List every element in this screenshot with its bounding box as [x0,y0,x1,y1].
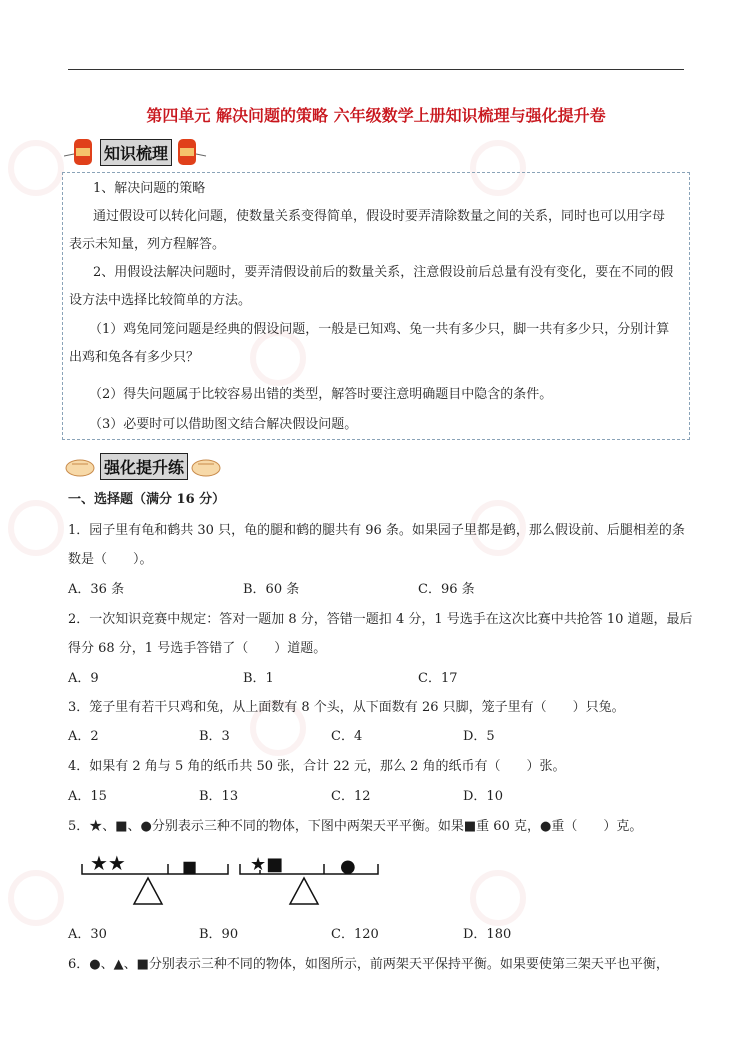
option-a: A．15 [68,789,107,804]
fulcrum-triangle [290,878,318,904]
knowledge-tag-label: 知识梳理 [100,139,172,166]
option-c: C．120 [331,927,379,942]
question-3-line-1: 3．笼子里有若干只鸡和兔，从上面数有 8 个头，从下面数有 26 只脚，笼子里有（ ）只兔。 [68,700,625,715]
lantern-left-icon [64,136,100,168]
option-a: A．9 [68,671,99,686]
question-4-line-1: 4．如果有 2 角与 5 角的纸币共 50 张，合计 22 元，那么 2 角的纸币有（ ）张。 [68,759,566,774]
balance-2-right-items: ● [340,856,356,877]
knowledge-line: （3）必要时可以借助图文结合解决假设问题。 [89,417,358,432]
lantern-right-icon [172,136,208,168]
clap-hands-left-icon [64,452,100,480]
option-b: B．60 条 [243,582,300,597]
option-b: B．90 [199,927,239,942]
knowledge-line: 1、解决问题的策略 [93,181,206,196]
knowledge-line: 出鸡和兔各有多少只？ [69,350,200,365]
balance-1 [82,851,228,904]
option-a: A．36 条 [68,582,125,597]
question-1-line-1: 1．园子里有龟和鹤共 30 只，龟的腿和鹤的腿共有 96 条。如果园子里都是鹤，那么假设前、后腿相差的条 [68,523,685,538]
knowledge-tag [64,136,208,168]
watermark-logo [470,870,526,926]
option-c: C．4 [331,729,363,744]
option-a: A．30 [68,927,107,942]
option-b: B．3 [199,729,230,744]
header-rule [68,69,684,70]
knowledge-line: （2）得失问题属于比较容易出错的类型，解答时要注意明确题目中隐含的条件。 [89,387,553,402]
knowledge-line: 表示未知量，列方程解答。 [69,237,226,252]
option-d: D．5 [463,729,495,744]
knowledge-box [62,172,690,440]
fulcrum-triangle [134,878,162,904]
question-2-line-2: 得分 68 分，1 号选手答错了（ ）道题。 [68,641,327,656]
option-b: B．13 [199,789,239,804]
watermark-logo [8,140,64,196]
clap-hands-right-icon [188,452,224,480]
option-c: C．12 [331,789,371,804]
balance-2-left-items: ★■ [250,854,284,875]
option-a: A．2 [68,729,99,744]
question-2-line-1: 2．一次知识竞赛中规定：答对一题加 8 分，答错一题扣 4 分，1 号选手在这次比赛中共抢答 10 道题，最后 [68,612,693,627]
option-c: C．17 [418,671,458,686]
section-title: 一、选择题（满分 16 分） [68,492,226,507]
balance-1-right-items: ■ [182,857,198,876]
knowledge-line: （1）鸡兔同笼问题是经典的假设问题，一般是已知鸡、兔一共有多少只，脚一共有多少只，分别计算 [89,322,670,337]
knowledge-line: 2、用假设法解决问题时，要弄清假设前后的数量关系，注意假设前后总量有没有变化，要在不同的假 [93,265,674,280]
watermark-logo [8,500,64,556]
option-d: D．180 [463,927,512,942]
practice-tag-label: 强化提升练 [100,453,188,480]
question-6-line-1: 6．●、▲、■分别表示三种不同的物体，如图所示，前两架天平保持平衡。如果要使第三架天平也平衡， [68,957,669,972]
practice-tag [64,452,224,480]
balance-diagram [78,848,398,908]
knowledge-line: 通过假设可以转化问题，使数量关系变得简单，假设时要弄清除数量之间的关系，同时也可以用字母 [93,209,666,224]
option-b: B．1 [243,671,274,686]
page-title: 第四单元 解决问题的策略 六年级数学上册知识梳理与强化提升卷 [146,106,606,125]
option-c: C．96 条 [418,582,475,597]
balance-1-left-items: ★★ [90,851,126,875]
knowledge-line: 设方法中选择比较简单的方法。 [69,293,252,308]
question-1-line-2: 数是（ ）。 [68,552,153,567]
balance-2 [240,854,378,904]
watermark-logo [8,870,64,926]
question-5-line-1: 5．★、■、●分别表示三种不同的物体，下图中两架天平平衡。如果■重 60 克，●重（ ）克。 [68,819,643,834]
option-d: D．10 [463,789,503,804]
